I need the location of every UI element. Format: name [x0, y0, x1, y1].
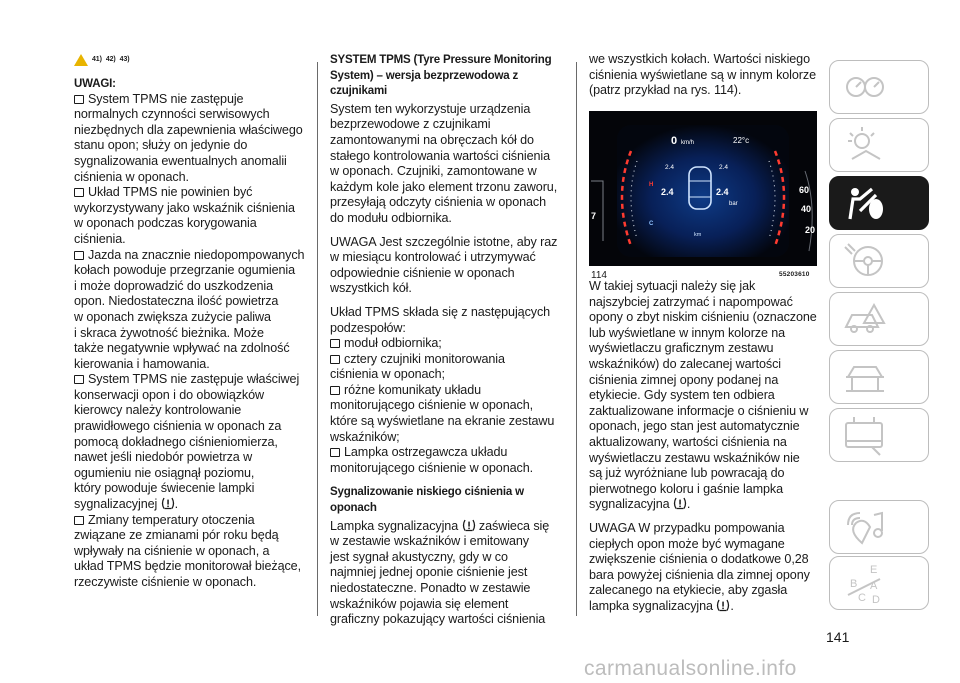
- bullet-icon: [74, 188, 84, 197]
- column-3-lower: [589, 279, 821, 614]
- tpms-warning-icon: [161, 497, 175, 510]
- column-3: [589, 52, 821, 99]
- component-2: cztery czujniki monitorowania ciśnienia w oponach;: [330, 351, 505, 382]
- note-4: System TPMS nie zastępuje właściwej konserwacji opon i do obowiązków kierowcy należy kontrolowanie prawidłowego ciśnienia w oponach za pomocą dokładnego ciśnieniomierza, nawet jeśli niedobór powietrza w ogumieniu nie osiągnął poziomu, który powoduje świecenie lampki sygnalizacyjnej .: [74, 372, 300, 512]
- warm-tyre-note: UWAGA W przypadku pompowania ciepłych opon może być wymagane zwiększenie ciśnienia o dodatkowe 0,28 bara powyżej ciśnienia dla zimnej opony zalecanego na etykiecie, aby zgasła lampka sygnalizacyjna .: [589, 520, 810, 613]
- tpms-section-heading: SYSTEM TPMS (Tyre Pressure Monitoring System) – wersja bezprzewodowa z czujnikami: [330, 52, 552, 98]
- bullet-icon: [74, 251, 84, 260]
- speedo-tick: 60: [799, 185, 810, 195]
- tab-technical-data[interactable]: [829, 408, 929, 462]
- component-1: moduł odbiornika;: [330, 336, 562, 352]
- note-3: Jazda na znacznie niedopompowanych kołach powoduje przegrzanie ogumienia i może doprowadzić do uszkodzenia opon. Niedostateczna ilość powietrza w oponach zwiększa zużycie paliwa i skraca żywotność bieżnika. Może także negatywnie wpływać na zdolność kierowania i hamowania.: [74, 247, 305, 371]
- component-3: różne komunikaty układu monitorującego ciśnienie w oponach, które są wyświetlane na ekranie zestawu wskaźników;: [330, 382, 555, 444]
- svg-text:E: E: [870, 564, 878, 576]
- tab-safety[interactable]: [829, 176, 929, 230]
- svg-text:A: A: [870, 580, 878, 592]
- technical-data-icon: [842, 413, 886, 457]
- note-1: System TPMS nie zastępuje normalnych czynności serwisowych niezbędnych dla zapewnienia właściwego stanu opon; służy on jedynie do sygnalizowania ewentualnych anomalii ciśnienia w oponach.: [74, 91, 303, 184]
- page-number: 141: [826, 629, 850, 645]
- tab-maintenance[interactable]: [829, 350, 929, 404]
- tyre-rear-right: 2.4: [716, 187, 729, 197]
- lights-icon: [842, 123, 886, 167]
- warning-triangle-icon: [74, 54, 88, 66]
- dashboard-icon: [842, 65, 886, 109]
- bullet-icon: [74, 516, 84, 525]
- low-pressure-description: Lampka sygnalizacyjna zaświeca się w zestawie wskaźników i emitowany jest sygnał akustyczny, gdy w co najmniej jednej oponie ciśnienie jest niedostateczne. Ponadto w zestawie wskaźników pojawia się element graficzny pokazujący wartości ciśnienia: [330, 518, 550, 627]
- warning-ref: 42): [105, 56, 116, 64]
- emergency-car-icon: [842, 297, 886, 341]
- car-lift-icon: [842, 355, 886, 399]
- bullet-icon: [74, 375, 84, 384]
- tab-index[interactable]: [829, 556, 929, 610]
- column-divider: [317, 62, 318, 616]
- speed-unit: km/h: [681, 140, 695, 146]
- speedo-tick: 20: [805, 225, 816, 235]
- tab-dashboard[interactable]: [829, 60, 929, 114]
- svg-text:B: B: [850, 578, 858, 590]
- speedo-tick: 40: [801, 204, 812, 214]
- tpms-components-intro: Układ TPMS składa się z następujących podzespołów:: [330, 304, 551, 335]
- tpms-warning-icon: [673, 497, 687, 510]
- tyre-rear-left: 2.4: [661, 187, 674, 197]
- tab-starting-driving[interactable]: [829, 234, 929, 288]
- tab-lights[interactable]: [829, 118, 929, 172]
- figure-114-instrument-cluster: [589, 111, 817, 266]
- tacho-tick: 7: [591, 211, 597, 221]
- pressure-unit: bar: [729, 201, 738, 207]
- watermark-text: carmanualsonline.info: [584, 657, 797, 680]
- warning-ref: 41): [92, 56, 102, 64]
- bullet-icon: [330, 448, 340, 457]
- temp-cold-label: C: [649, 221, 654, 227]
- tab-multimedia[interactable]: [829, 500, 929, 554]
- bullet-icon: [330, 339, 340, 348]
- tpms-note: UWAGA Jest szczególnie istotne, aby raz w miesiącu kontrolować i utrzymywać odpowiednie ciśnienie w oponach wszystkich kół.: [330, 234, 558, 296]
- tyre-front-right: 2.4: [719, 164, 729, 171]
- outside-temperature: 22°c: [733, 136, 750, 145]
- warning-references: [74, 52, 308, 68]
- tpms-display-text: we wszystkich kołach. Wartości niskiego ciśnienia wyświetlane są w innym kolorze (patrz przykład na rys. 114).: [589, 52, 816, 98]
- tpms-description: System ten wykorzystuje urządzenia bezprzewodowe z czujnikami zamontowanymi na obręczach kół do stałego kontrolowania wartości ciśnienia w oponach. Czujniki, zamontowane w każdym kole jako element trzonu zaworu, przesyłają odczyty ciśnienia w oponach do modułu odbiornika.: [330, 101, 558, 225]
- tyre-front-left: 2.4: [665, 164, 675, 171]
- speed-readout: 0: [671, 135, 678, 147]
- low-pressure-heading: Sygnalizowanie niskiego ciśnienia w oponach: [330, 484, 524, 515]
- steering-wheel-icon: [842, 239, 886, 283]
- column-2: [330, 52, 562, 628]
- tpms-warning-icon: [462, 519, 476, 532]
- bullet-icon: [74, 95, 84, 104]
- bullet-icon: [330, 386, 340, 395]
- low-pressure-action: W takiej sytuacji należy się jak najszybciej zatrzymać i napompować opony o zbyt niskim ciśnieniu (oznaczone lub wyświetlane w innym kolorze na wyświetlaczu graficznym zestawu wskaźników) do zalecanej wartości ciśnienia zimnej opony podanej na etykiecie. Gdy system ten odbiera zaktualizowane informacje o ciśnieniu w oponach, jego stan jest automatycznie aktualizowany, wartości ciśnienia na wyświetlaczu zestawu wskaźników nie są już wyróżniane lub powracają do pierwotnego koloru i gaśnie lampka sygnalizacyjna .: [589, 279, 817, 512]
- note-2: Układ TPMS nie powinien być wykorzystywany jako wskaźnik ciśnienia w oponach podczas korygowania ciśnienia.: [74, 185, 295, 246]
- alphabet-index-icon: [842, 561, 886, 605]
- bullet-icon: [330, 355, 340, 364]
- figure-number: 114: [591, 270, 607, 281]
- safety-icon: [842, 181, 886, 225]
- column-1: [74, 52, 308, 591]
- component-4: Lampka ostrzegawcza układu monitorującego ciśnienie w oponach.: [330, 445, 534, 475]
- svg-text:C: C: [858, 592, 866, 604]
- svg-text:D: D: [872, 594, 880, 605]
- column-divider: [576, 62, 577, 616]
- tab-emergency[interactable]: [829, 292, 929, 346]
- note-5: Zmiany temperatury otoczenia związane ze zmianami pór roku będą wpływały na ciśnienie w oponach, a układ TPMS będzie monitorował bieżące, rzeczywiste ciśnienie w oponach.: [74, 512, 301, 589]
- odometer-unit: km: [694, 232, 702, 238]
- instrument-cluster-image: [589, 111, 817, 266]
- figure-code: 55203610: [779, 271, 810, 278]
- notes-heading: UWAGI:: [74, 76, 116, 90]
- temp-hot-label: H: [649, 182, 654, 188]
- multimedia-icon: [842, 505, 886, 549]
- warning-ref: 43): [119, 56, 130, 64]
- tpms-warning-icon: [716, 599, 730, 612]
